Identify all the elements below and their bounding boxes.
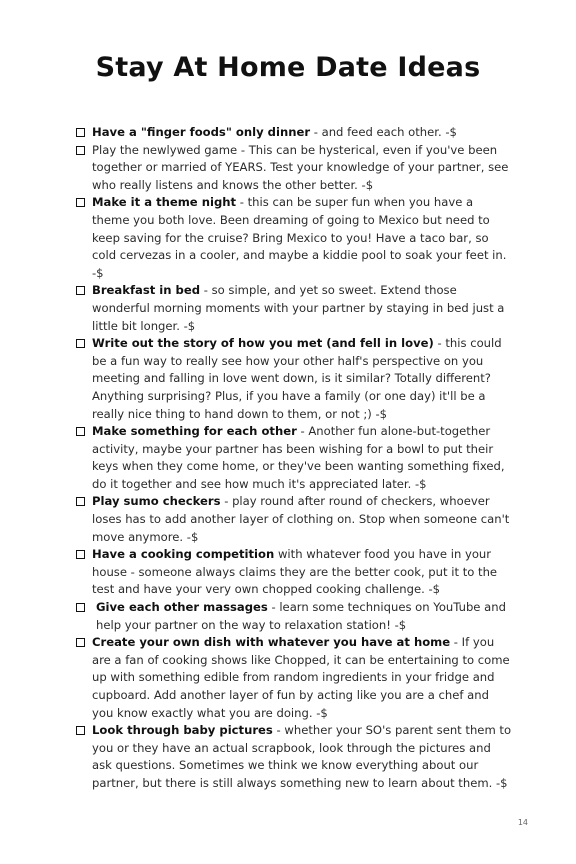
checkbox-icon — [76, 726, 85, 735]
checkbox-icon — [76, 550, 85, 559]
item-title: Have a cooking competition — [92, 547, 275, 562]
list-item — [76, 423, 512, 493]
list-item — [76, 722, 512, 792]
checkbox-icon — [76, 146, 85, 155]
list-item — [76, 546, 512, 599]
list-item — [76, 493, 512, 546]
item-description: - play round after round of checkers, whoever loses has to add another layer of clothing on. Stop when someone can't move anymore. -$ — [92, 494, 510, 544]
checkbox-icon — [76, 286, 85, 295]
checkbox-icon — [76, 638, 85, 647]
checkbox-icon — [76, 497, 85, 506]
page-title: Stay At Home Date Ideas — [95, 52, 481, 83]
page-number: 14 — [517, 818, 528, 827]
item-description: - If you are a fan of cooking shows like Chopped, it can be entertaining to come up with something edible from random ingredients in your fridge and cupboard. Add another layer of fun by acting like you are a chef and you know exactly what you are doing. -$ — [92, 635, 510, 720]
list-item — [76, 282, 512, 335]
item-description: Play the newlywed game - This can be hysterical, even if you've been together or married of YEARS. Test your knowledge of your partner, see who really listens and knows the other better. -$ — [92, 142, 509, 192]
list-item — [76, 335, 512, 423]
item-description: - and feed each other. -$ — [310, 125, 457, 139]
checkbox-icon — [76, 339, 85, 348]
checkbox-icon — [76, 198, 85, 207]
checkbox-icon — [76, 128, 85, 137]
item-title: Make something for each other — [92, 424, 297, 439]
item-title: Make it a theme night — [92, 195, 237, 210]
item-description: - Another fun alone-but-together activity, maybe your partner has been wishing for a bowl to put their keys when they come home, or they've been wanting something fixed, do it together and see how much it's appreciated later. -$ — [92, 424, 505, 491]
list-item — [76, 599, 512, 634]
item-description: - this could be a fun way to really see how your other half's perspective on you meeting and falling in love went down, is it similar? Totally different? Anything surprising? Plus, if you have a family (or one day) it'll be a really nice thing to hand down to them, or not ;) -$ — [92, 336, 502, 421]
item-title: Breakfast in bed — [92, 283, 201, 298]
item-title: Create your own dish with whatever you have at home — [92, 635, 451, 650]
item-description: - learn some techniques on YouTube and help your partner on the way to relaxation station! -$ — [96, 600, 506, 632]
item-title: Give each other massages — [96, 600, 268, 615]
item-title: Write out the story of how you met (and fell in love) — [92, 336, 434, 351]
item-title: Look through baby pictures — [92, 723, 273, 738]
date-ideas-list — [76, 124, 512, 793]
checkbox-icon — [76, 427, 85, 436]
item-description: with whatever food you have in your house - someone always claims they are the better cook, put it to the test and have your very own chopped cooking challenge. -$ — [92, 547, 498, 597]
checkbox-icon — [76, 603, 85, 612]
list-item — [76, 634, 512, 722]
list-item — [76, 142, 512, 195]
list-item — [76, 194, 512, 282]
item-title: Have a "finger foods" only dinner — [92, 125, 311, 139]
item-description: - this can be super fun when you have a theme you both love. Been dreaming of going to Mexico but need to keep saving for the cruise? Bring Mexico to you! Have a taco bar, so cold cervezas in a cooler, and maybe a kiddie pool to soak your feet in. -$ — [92, 195, 507, 280]
list-item — [76, 124, 512, 142]
item-description: - so simple, and yet so sweet. Extend those wonderful morning moments with your partner by staying in bed just a little bit longer. -$ — [92, 283, 505, 333]
item-title: Play sumo checkers — [92, 494, 221, 509]
item-description: - whether your SO's parent sent them to you or they have an actual scrapbook, look through the pictures and ask questions. Sometimes we think we know everything about our partner, but there is still always something new to learn about them. -$ — [92, 723, 512, 790]
